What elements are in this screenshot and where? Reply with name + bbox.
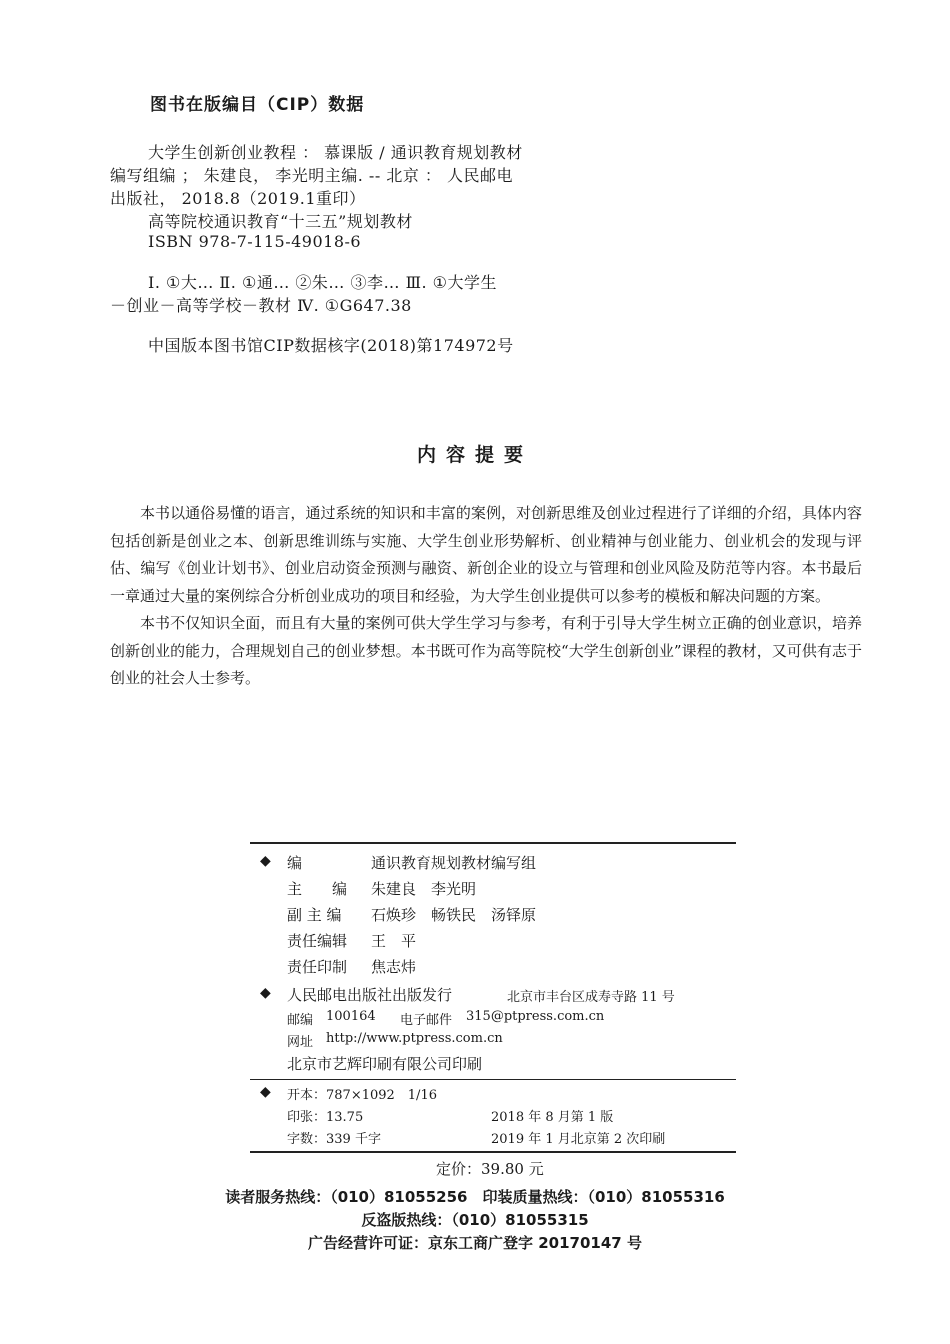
responsible-printing-value: 焦志炜 [371, 958, 417, 976]
price: 定价：39.80 元 [436, 1160, 544, 1178]
bullet-icon: ◆ [260, 853, 271, 869]
cip-record-number: 中国版本图书馆CIP数据核字(2018)第174972号 [148, 336, 514, 355]
printed-sheets: 印张：13.75 [287, 1110, 364, 1125]
abstract-heading: 内容提要 [416, 444, 533, 466]
divider [250, 1079, 736, 1080]
website-label: 网址 [287, 1035, 314, 1050]
bullet-icon: ◆ [260, 1084, 271, 1100]
publisher-address: 北京市丰台区成寿寺路 11 号 [507, 990, 675, 1005]
divider [250, 1151, 736, 1153]
abstract-paragraph: 本书以通俗易懂的语言，通过系统的知识和丰富的案例，对创新思维及创业过程进行了详细的介绍，具体内容包括创新是创业之本、创新思维训练与实施、大学生创业形势解析、创业精神与创业能力、创业机会的发现与评估、编写《创业计划书》、创业启动资金预测与融资、新创企业的设立与管理和创业风险及防范等内容。本书最后一章通过大量的案例综合分析创业成功的项目和经验，为大学生创业提供可以参考的模板和解决问题的方案。 [110, 504, 862, 605]
abstract-body [110, 500, 862, 693]
cip-line: 大学生创新创业教程 ： 慕课版 / 通识教育规划教材 [148, 143, 523, 162]
responsible-editor-label: 责任编辑 [287, 932, 348, 950]
deputy-editor-label: 副 主 编 [287, 906, 342, 924]
editor-label: 编 [287, 854, 303, 872]
cip-isbn: ISBN 978-7-115-49018-6 [148, 232, 362, 251]
chief-editor-value: 朱建良 李光明 [371, 880, 477, 898]
edition: 2018 年 8 月第 1 版 [491, 1110, 614, 1125]
anti-piracy-hotline: 反盗版热线：（010）81055315 [361, 1211, 589, 1229]
postcode-label: 邮编 [287, 1013, 314, 1028]
responsible-editor-value: 王 平 [371, 932, 417, 950]
abstract-paragraph: 本书不仅知识全面，而且有大量的案例可供大学生学习与参考，有利于引导大学生树立正确的创业意识，培养创新创业的能力，合理规划自己的创业梦想。本书既可作为高等院校“大学生创新创业”课程的教材，又可供有志于创业的社会人士参考。 [110, 614, 862, 687]
publisher: 人民邮电出版社出版发行 [287, 986, 453, 1004]
reader-service-hotline: 读者服务热线：（010）81055256 印装质量热线：（010）81055316 [225, 1188, 725, 1206]
advertising-license: 广告经营许可证：京东工商广登字 20170147 号 [308, 1234, 642, 1252]
divider [250, 842, 736, 844]
deputy-editor-value: 石焕珍 畅铁民 汤铎原 [371, 906, 537, 924]
cip-classification: Ⅰ. ①大… Ⅱ. ①通… ②朱… ③李… Ⅲ. ①大学生 [148, 273, 498, 292]
cip-line: 高等院校通识教育“十三五”规划教材 [148, 212, 413, 231]
cip-line: 出版社， 2018.8（2019.1重印） [110, 189, 366, 208]
cip-title: 图书在版编目（CIP）数据 [150, 95, 365, 115]
editor-value: 通识教育规划教材编写组 [371, 854, 537, 872]
cip-classification: －创业－高等学校－教材 Ⅳ. ①G647.38 [110, 296, 412, 315]
bullet-icon: ◆ [260, 985, 271, 1001]
printing-info: 2019 年 1 月北京第 2 次印刷 [491, 1132, 666, 1147]
postcode-value: 100164 [326, 1009, 376, 1024]
responsible-printing-label: 责任印制 [287, 958, 348, 976]
word-count: 字数：339 千字 [287, 1132, 381, 1147]
book-format: 开本：787×1092 1/16 [287, 1088, 437, 1103]
email-value: 315@ptpress.com.cn [466, 1009, 605, 1024]
printer: 北京市艺辉印刷有限公司印刷 [287, 1055, 483, 1073]
chief-editor-label: 主 编 [287, 880, 348, 898]
cip-line: 编写组编 ； 朱建良， 李光明主编. -- 北京 ： 人民邮电 [110, 166, 514, 185]
website-value: http://www.ptpress.com.cn [326, 1031, 503, 1046]
email-label: 电子邮件 [400, 1013, 453, 1028]
